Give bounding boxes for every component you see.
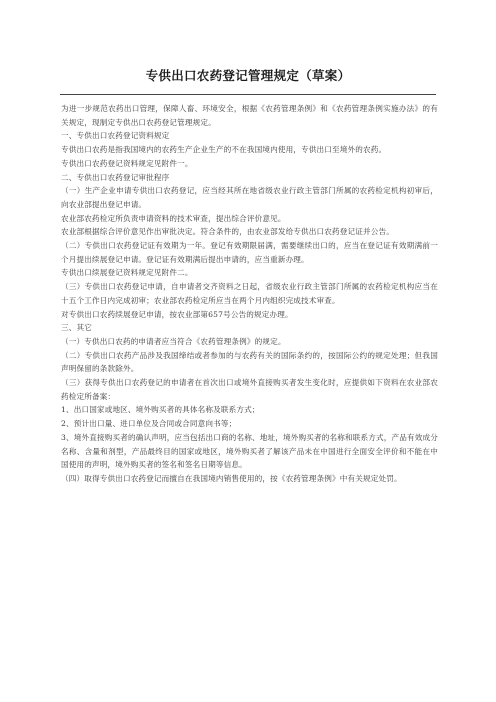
paragraph-2-3: （三）专供出口农药登记申请，自申请者交齐资料之日起，省级农业行政主管部门所属的农药检定机构应当在十五个工作日内完成初审；农业部农药检定所应当在两个月内组织完成技术审查。	[61, 282, 438, 305]
heading-section-1: 一、专供出口农药登记资料规定	[61, 131, 170, 141]
paragraph-3-3: （三）获得专供出口农药登记的申请者在首次出口或境外直接购买者发生变化时，应提供如下资料在农业部农药检定所备案：	[61, 378, 438, 401]
paragraph-2-2: （二）专供出口农药登记证有效期为一年。登记有效期限届满，需要继续出口的，应当在登记证有效期满前一个月提出续展登记申请。登记证有效期满后提出申请的，应当重新办理。	[61, 241, 438, 264]
paragraph-3-1: （一）专供出口农药的申请者应当符合《农药管理条例》的规定。	[61, 336, 286, 346]
list-item-3: 3、境外直接购买者的确认声明，应当包括出口商的名称、地址，境外购买者的名称和联系方式，产品有效成分名称、含量和剂型，产品最终目的国家或地区，境外购买者了解该产品未在中国进行全面安全评价和不能在中国使用的声明，境外购买者的签名和签名日期等信息。	[61, 432, 438, 470]
heading-section-2: 二、专供出口农药登记审批程序	[61, 172, 170, 182]
paragraph-2-1-decision: 农业部根据综合评价意见作出审批决定。符合条件的，由农业部发给专供出口农药登记证并公告。	[61, 227, 394, 237]
list-item-1: 1、出口国家或地区、境外购买者的具体名称及联系方式；	[61, 405, 260, 415]
paragraph-2-1-review: 农业部农药检定所负责申请资料的技术审查，提出综合评价意见。	[61, 213, 286, 223]
paragraph-intro: 为进一步规范农药出口管理，保障人畜、环境安全，根据《农药管理条例》和《农药管理条例实施办法》的有关规定，现制定专供出口农药登记管理规定。	[61, 104, 438, 127]
paragraph-2-1: （一）生产企业申请专供出口农药登记，应当经其所在地省级农业行政主管部门所属的农药检定机构初审后，向农业部提出登记申请。	[61, 186, 438, 209]
heading-section-3: 三、其它	[61, 323, 92, 333]
paragraph-3-4: （四）取得专供出口农药登记而擅自在我国境内销售使用的，按《农药管理条例》中有关规定处罚。	[61, 473, 402, 483]
paragraph-2-3-renewal: 对专供出口农药续展登记申请，按农业部第657号公告的规定办理。	[61, 309, 293, 319]
document-body	[61, 102, 438, 486]
list-item-2: 2、预计出口量、进口单位及合同或合同意向书等；	[61, 419, 237, 429]
title-divider	[60, 94, 436, 95]
paragraph-3-2: （二）专供出口农药产品涉及我国缔结或者参加的与农药有关的国际条约的，按国际公约的规定处理；但我国声明保留的条款除外。	[61, 350, 438, 374]
paragraph-definition: 专供出口农药是指我国境内的农药生产企业生产的不在我国境内使用，专供出口至境外的农药。	[61, 145, 387, 155]
paragraph-appendix-1: 专供出口农药登记资料规定见附件一。	[61, 158, 193, 168]
document-title: 专供出口农药登记管理规定（草案）	[145, 68, 351, 83]
paragraph-appendix-2: 专供出口续展登记资料规定见附件二。	[61, 268, 193, 278]
